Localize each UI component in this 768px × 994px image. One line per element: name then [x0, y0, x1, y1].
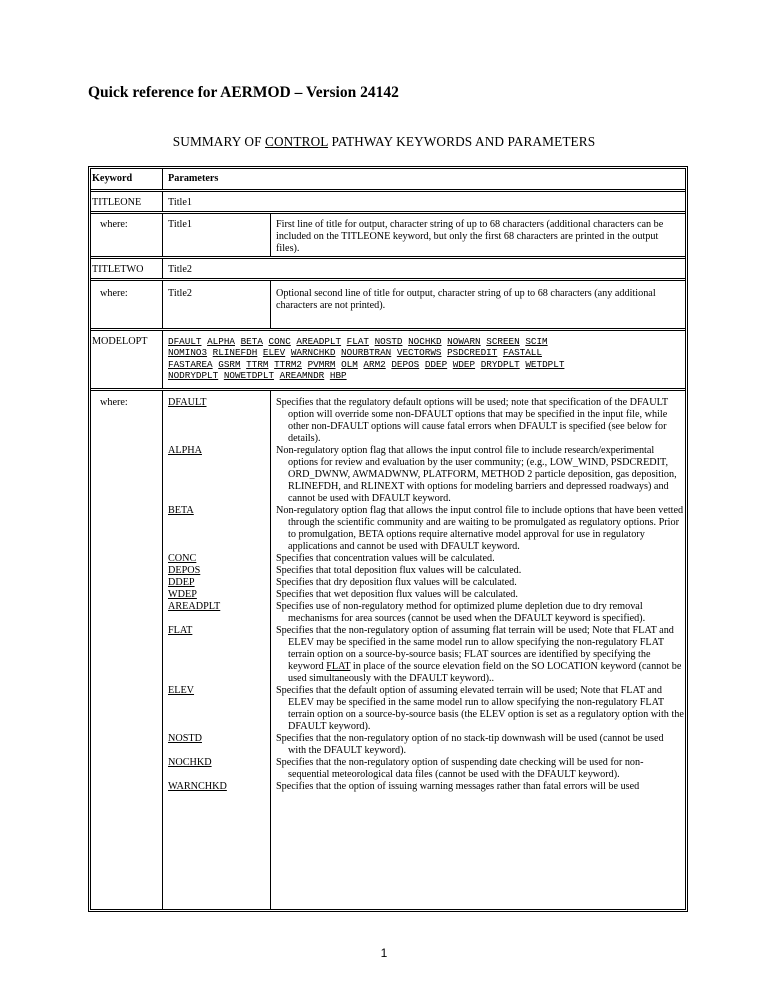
- modelopt-option-conc: CONC: [268, 336, 291, 347]
- modelopt-option-areamndr: AREAMNDR: [279, 369, 325, 381]
- modelopt-option-wetdplt: WETDPLT: [525, 358, 565, 370]
- titletwo-description: Optional second line of title for output, character string of up to 68 characters (any additional characters are not printed).: [276, 288, 656, 311]
- modelopt-option-scim: SCIM: [525, 336, 548, 347]
- modelopt-definitions-column: [276, 397, 684, 793]
- modelopt-option-vectorws: VECTORWS: [396, 347, 442, 359]
- modelopt-option-nochkd: NOCHKD: [408, 336, 442, 347]
- modelopt-definition-wdep: Specifies that wet deposition flux values will be calculated.: [276, 589, 518, 600]
- modelopt-options-line-3: [168, 359, 682, 370]
- modelopt-def-keyword-dfault: DFAULT: [168, 397, 207, 408]
- modelopt-option-hbp: HBP: [329, 369, 347, 381]
- modelopt-definition-elev: Specifies that the default option of assuming elevated terrain will be used; Note that FLAT and ELEV may be specified in the same model run to allow specifying the non-regulatory FLAT terrain option on a source-by-source basis (the ELEV option is set as a regulatory option with the DFAULT keyword).: [276, 685, 684, 732]
- modelopt-definition-ddep: Specifies that dry deposition flux values will be calculated.: [276, 577, 517, 588]
- modelopt-definition-warnchkd: Specifies that the option of issuing warning messages rather than fatal errors will be used: [276, 781, 640, 792]
- titleone-param: Title1: [168, 197, 192, 208]
- modelopt-option-dfault: DFAULT: [168, 336, 202, 347]
- modelopt-options-line-2: [168, 347, 682, 358]
- modelopt-option-flat: FLAT: [346, 336, 369, 347]
- titleone-where: where:: [100, 219, 128, 230]
- document-title: Quick reference for AERMOD – Version 24142: [88, 84, 399, 101]
- header-parameters: Parameters: [168, 173, 219, 184]
- titletwo-param: Title2: [168, 264, 192, 275]
- modelopt-option-warnchkd: WARNCHKD: [290, 347, 336, 359]
- modelopt-option-wdep: WDEP: [452, 358, 476, 370]
- modelopt-definition-depos: Specifies that total deposition flux values will be calculated.: [276, 565, 522, 576]
- section-subtitle: SUMMARY OF CONTROL PATHWAY KEYWORDS AND PARAMETERS: [172, 134, 596, 149]
- modelopt-definition-beta: Non-regulatory option flag that allows the input control file to include options that have been vetted through the scientific community and are waiting to be promulgated as regulatory options. Prior to promulgation, BETA options require alternative model approval for use in regulatory applications and cannot be used with DFAULT keyword.: [276, 505, 684, 552]
- modelopt-definition-nostd: Specifies that the non-regulatory option of no stack-tip downwash will be used (cannot be used with the DFAULT keyword).: [276, 733, 664, 756]
- modelopt-def-keyword-wdep: WDEP: [168, 589, 197, 600]
- modelopt-def-keyword-nochkd: NOCHKD: [168, 757, 212, 768]
- titletwo-subparam: Title2: [168, 288, 192, 299]
- modelopt-definition-conc: Specifies that concentration values will be calculated.: [276, 553, 495, 564]
- modelopt-where: where:: [100, 397, 128, 408]
- modelopt-option-nowarn: NOWARN: [447, 336, 481, 347]
- modelopt-option-nostd: NOSTD: [374, 336, 403, 347]
- modelopt-option-gsrm: GSRM: [218, 358, 241, 370]
- modelopt-option-fastall: FASTALL: [502, 347, 542, 359]
- modelopt-def-keyword-elev: ELEV: [168, 685, 195, 696]
- modelopt-option-beta: BETA: [240, 336, 263, 347]
- page-number: 1: [380, 946, 388, 960]
- modelopt-option-psdcredit: PSDCREDIT: [447, 347, 498, 359]
- modelopt-option-elev: ELEV: [262, 347, 286, 359]
- modelopt-options: [168, 336, 682, 381]
- modelopt-option-ttrm2: TTRM2: [274, 358, 302, 370]
- modelopt-def-keyword-areadplt: AREADPLT: [168, 601, 221, 612]
- modelopt-options-line-1: [168, 336, 682, 347]
- modelopt-def-keyword-alpha: ALPHA: [168, 445, 202, 456]
- titletwo-keyword: TITLETWO: [92, 264, 144, 275]
- modelopt-option-drydplt: DRYDPLT: [480, 358, 520, 370]
- titleone-description: First line of title for output, character string of up to 68 characters (additional characters can be included on the TITLEONE keyword, but only the first 68 characters are printed in the output files).: [276, 219, 664, 254]
- modelopt-def-keyword-beta: BETA: [168, 505, 194, 516]
- modelopt-option-areadplt: AREADPLT: [296, 336, 342, 347]
- header-keyword: Keyword: [92, 173, 133, 184]
- modelopt-option-nowetdplt: NOWETDPLT: [223, 369, 275, 381]
- modelopt-keyword: MODELOPT: [92, 336, 148, 347]
- modelopt-def-keyword-conc: CONC: [168, 553, 197, 564]
- modelopt-option-arm2: ARM2: [363, 358, 386, 370]
- modelopt-def-keyword-flat: FLAT: [168, 625, 193, 636]
- modelopt-option-fastarea: FASTAREA: [168, 358, 213, 370]
- modelopt-option-nomino3: NOMINO3: [168, 347, 208, 359]
- modelopt-definition-alpha: Non-regulatory option flag that allows the input control file to include research/experimental options for review and evaluation by the user community; (e.g., LOW_WIND, PSDCREDIT, ORD_DWNW, AWMADWNW, PLATFORM, METHOD 2 particle deposition, gas deposition, RLINEFDH, and RLINEXT with options for modeling barriers and depressed roadways) and cannot be used with DFAULT keyword.: [276, 445, 677, 504]
- modelopt-options-line-4: [168, 370, 682, 381]
- modelopt-option-nodrydplt: NODRYDPLT: [168, 369, 219, 381]
- modelopt-option-alpha: ALPHA: [207, 336, 235, 347]
- modelopt-option-pvmrm: PVMRM: [307, 358, 336, 370]
- titleone-subparam: Title1: [168, 219, 192, 230]
- titleone-keyword: TITLEONE: [92, 197, 142, 208]
- modelopt-def-keyword-ddep: DDEP: [168, 577, 195, 588]
- modelopt-option-ttrm: TTRM: [246, 358, 269, 370]
- modelopt-option-olm: OLM: [341, 358, 358, 370]
- modelopt-definition-areadplt: Specifies use of non-regulatory method for optimized plume depletion due to dry removal mechanisms for area sources (cannot be used when the DFAULT keyword is specified).: [276, 601, 646, 624]
- modelopt-definition-flat: Specifies that the non-regulatory option of assuming flat terrain will be used; Note that FLAT and ELEV may be specified in the same model run to allow specifying the non-regulatory FLAT terrain option on a source-by-source basis; FLAT sources are identified by specifying the keyword FLAT in place of the source elevation field on the SO LOCATION keyword (cannot be used simultaneously with the DFAULT keyword)..: [276, 625, 682, 684]
- modelopt-definition-nochkd: Specifies that the non-regulatory option of suspending date checking will be used for non-sequential meteorological data files (cannot be used with the DFAULT keyword).: [276, 757, 644, 780]
- modelopt-option-ddep: DDEP: [424, 358, 448, 370]
- modelopt-option-nourbtran: NOURBTRAN: [341, 347, 392, 359]
- modelopt-def-keyword-warnchkd: WARNCHKD: [168, 781, 227, 792]
- titletwo-where: where:: [100, 288, 128, 299]
- modelopt-def-keyword-depos: DEPOS: [168, 565, 201, 576]
- modelopt-option-rlinefdh: RLINEFDH: [212, 347, 258, 359]
- modelopt-option-screen: SCREEN: [486, 336, 520, 347]
- modelopt-definition-dfault: Specifies that the regulatory default options will be used; note that specification of the DFAULT option will override some non-DFAULT options that may be specified in the input file, while other non-DFAULT options will cause fatal errors when DFAULT is specified (see below for details).: [276, 397, 668, 444]
- modelopt-def-keyword-nostd: NOSTD: [168, 733, 202, 744]
- modelopt-option-depos: DEPOS: [391, 358, 420, 370]
